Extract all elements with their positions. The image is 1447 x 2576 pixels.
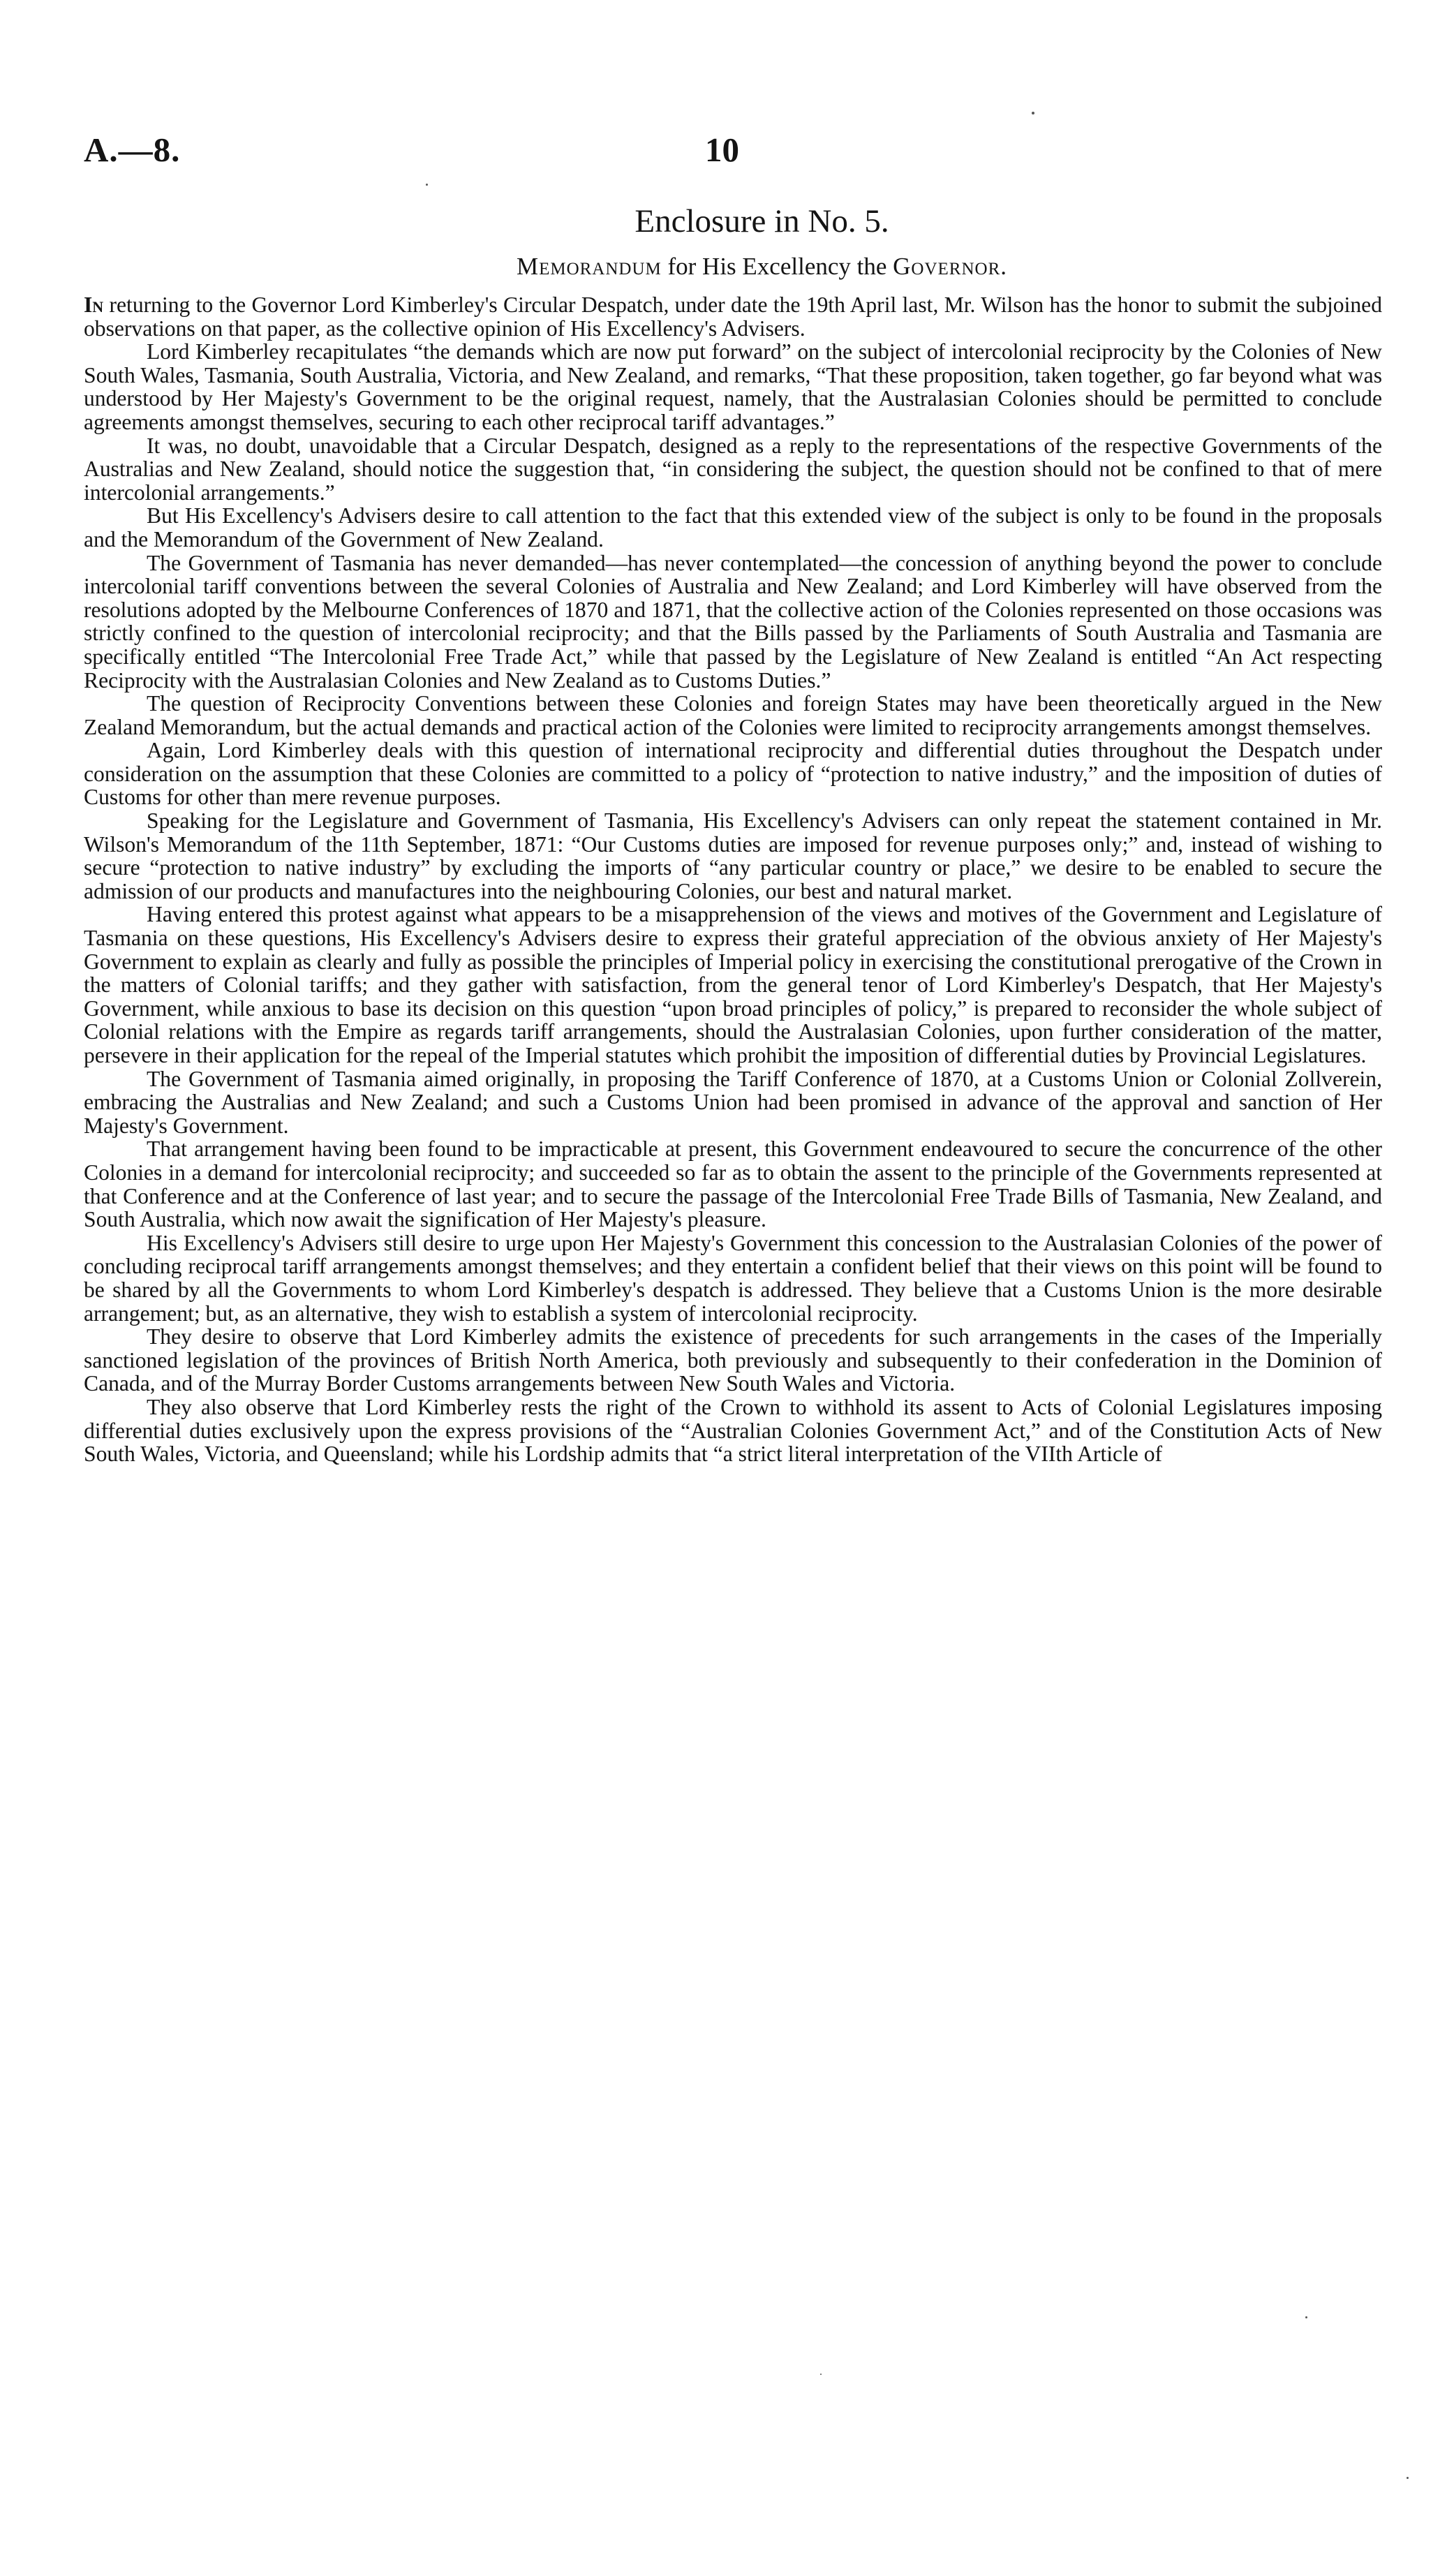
paragraph: His Excellency's Advisers still desire to urge upon Her Majesty's Government this concession to the Australasian Colonies of the power of concluding reciprocal tariff arrangements amongst themselves; and they entertain a confident belief that their views on this point will be found to be shared by all the Governments to whom Lord Kimberley's despatch is addressed. They believe that a Customs Union is the more desirable arrangement; but, as an alternative, they wish to establish a system of intercolonial reciprocity.	[84, 1230, 1382, 1326]
print-speck	[820, 2374, 822, 2375]
paragraph: Speaking for the Legislature and Government of Tasmania, His Excellency's Advisers can only repeat the statement contained in Mr. Wilson's Memorandum of the 11th September, 1871: “Our Customs duties are imposed for revenue purposes only;” and, instead of wishing to secure “protection to native industry” by excluding the imports of “any particular country or place,” we desire to be enabled to secure the admission of our products and manufactures into the neighbouring Colonies, our best and natural market.	[84, 808, 1382, 903]
print-speck	[426, 184, 428, 186]
print-speck	[1305, 2316, 1307, 2318]
memo-title-word: Memorandum	[516, 253, 662, 280]
paragraph: The Government of Tasmania aimed originally, in proposing the Tariff Conference of 1870, at a Customs Union or Colonial Zollverein, embracing the Australias and New Zealand; and such a Customs Union had been promised in advance of the approval and sanction of Her Majesty's Government.	[84, 1066, 1382, 1138]
enclosure-title: Enclosure in No. 5.	[635, 203, 889, 239]
memorandum-body	[84, 293, 1382, 1466]
print-speck	[1032, 112, 1034, 114]
paragraph-text: returning to the Governor Lord Kimberley's Circular Despatch, under date the 19th April last, Mr. Wilson has the honor to submit the subjoined observations on that paper, as the collective opinion of His Excellency's Advisers.	[84, 293, 1382, 341]
paragraph: Having entered this protest against what appears to be a misapprehension of the views and motives of the Government and Legislature of Tasmania on these questions, His Excellency's Advisers desire to express their grateful appreciation of the obvious anxiety of Her Majesty's Government to explain as clearly and fully as possible the principles of Imperial policy in exercising the constitutional prerogative of the Crown in the matters of Colonial tariffs; and they gather with satisfaction, from the general tenor of Lord Kimberley's Despatch, that Her Majesty's Government, while anxious to base its decision on this question “upon broad principles of policy,” is prepared to reconsider the whole subject of Colonial relations with the Empire as regards tariff arrangements, should the Australasian Colonies, upon further consideration of the matter, persevere in their application for the repeal of the Imperial statutes which prohibit the imposition of differential duties by Provincial Legislatures.	[84, 902, 1382, 1067]
paper-reference: A.—8.	[84, 131, 181, 169]
memo-title-recipient: Governor.	[893, 253, 1008, 280]
paragraph: Lord Kimberley recapitulates “the demands which are now put forward” on the subject of intercolonial reciprocity by the Colonies of New South Wales, Tasmania, South Australia, Victoria, and New Zealand, and remarks, “That these proposition, taken together, go far beyond what was understood by Her Majesty's Government to be the original request, namely, that the Australasian Colonies should be permitted to conclude agreements amongst themselves, securing to each other reciprocal tariff advantages.”	[84, 339, 1382, 434]
page-number: 10	[705, 131, 739, 169]
paragraph: The question of Reciprocity Conventions between these Colonies and foreign States may have been theoretically argued in the New Zealand Memorandum, but the actual demands and practical action of the Colonies were limited to reciprocity arrangements amongst themselves.	[84, 691, 1382, 739]
paragraph: They also observe that Lord Kimberley rests the right of the Crown to withhold its assent to Acts of Colonial Legislatures imposing differential duties exclusively upon the express provisions of the “Australian Colonies Government Act,” and of the Constitution Acts of New South Wales, Victoria, and Queensland; while his Lordship admits that “a strict literal interpretation of the VIIth Article of	[84, 1394, 1382, 1467]
memorandum-title	[0, 253, 1447, 281]
paragraph	[84, 293, 1382, 340]
paragraph: But His Excellency's Advisers desire to call attention to the fact that this extended view of the subject is only to be found in the proposals and the Memorandum of the Government of New Zealand.	[84, 503, 1382, 552]
opening-word: In	[84, 293, 104, 317]
paragraph: Again, Lord Kimberley deals with this question of international reciprocity and differential duties throughout the Despatch under consideration on the assumption that these Colonies are committed to a policy of “protection to native industry,” and the imposition of duties of Customs for other than mere revenue purposes.	[84, 738, 1382, 810]
paragraph: They desire to observe that Lord Kimberley admits the existence of precedents for such arrangements in the cases of the Imperially sanctioned legislation of the provinces of British North America, both previously and subsequently to their confederation in the Dominion of Canada, and of the Murray Border Customs arrangements between New South Wales and Victoria.	[84, 1324, 1382, 1396]
paragraph: It was, no doubt, unavoidable that a Circular Despatch, designed as a reply to the representations of the respective Governments of the Australias and New Zealand, should notice the suggestion that, “in considering the subject, the question should not be confined to that of mere intercolonial arrangements.”	[84, 433, 1382, 505]
paragraph: The Government of Tasmania has never demanded—has never contemplated—the concession of anything beyond the power to conclude intercolonial tariff conventions between the several Colonies of Australia and New Zealand; and Lord Kimberley will have observed from the resolutions adopted by the Melbourne Conferences of 1870 and 1871, that the collective action of the Colonies represented on those occasions was strictly confined to the question of intercolonial reciprocity; and that the Bills passed by the Parliaments of South Australia and Tasmania are specifically entitled “The Intercolonial Free Trade Act,” while that passed by the Legislature of New Zealand is entitled “An Act respecting Reciprocity with the Australasian Colonies and New Zealand as to Customs Duties.”	[84, 550, 1382, 693]
memo-title-middle: for His Excellency the	[661, 253, 893, 280]
paragraph: That arrangement having been found to be impracticable at present, this Government endeavoured to secure the concurrence of the other Colonies in a demand for intercolonial reciprocity; and succeeded so far as to obtain the assent to the principle of the Governments represented at that Conference and at the Conference of last year; and to secure the passage of the Intercolonial Free Trade Bills of Tasmania, New Zealand, and South Australia, which now await the signification of Her Majesty's pleasure.	[84, 1137, 1382, 1232]
print-speck	[1407, 2477, 1409, 2479]
